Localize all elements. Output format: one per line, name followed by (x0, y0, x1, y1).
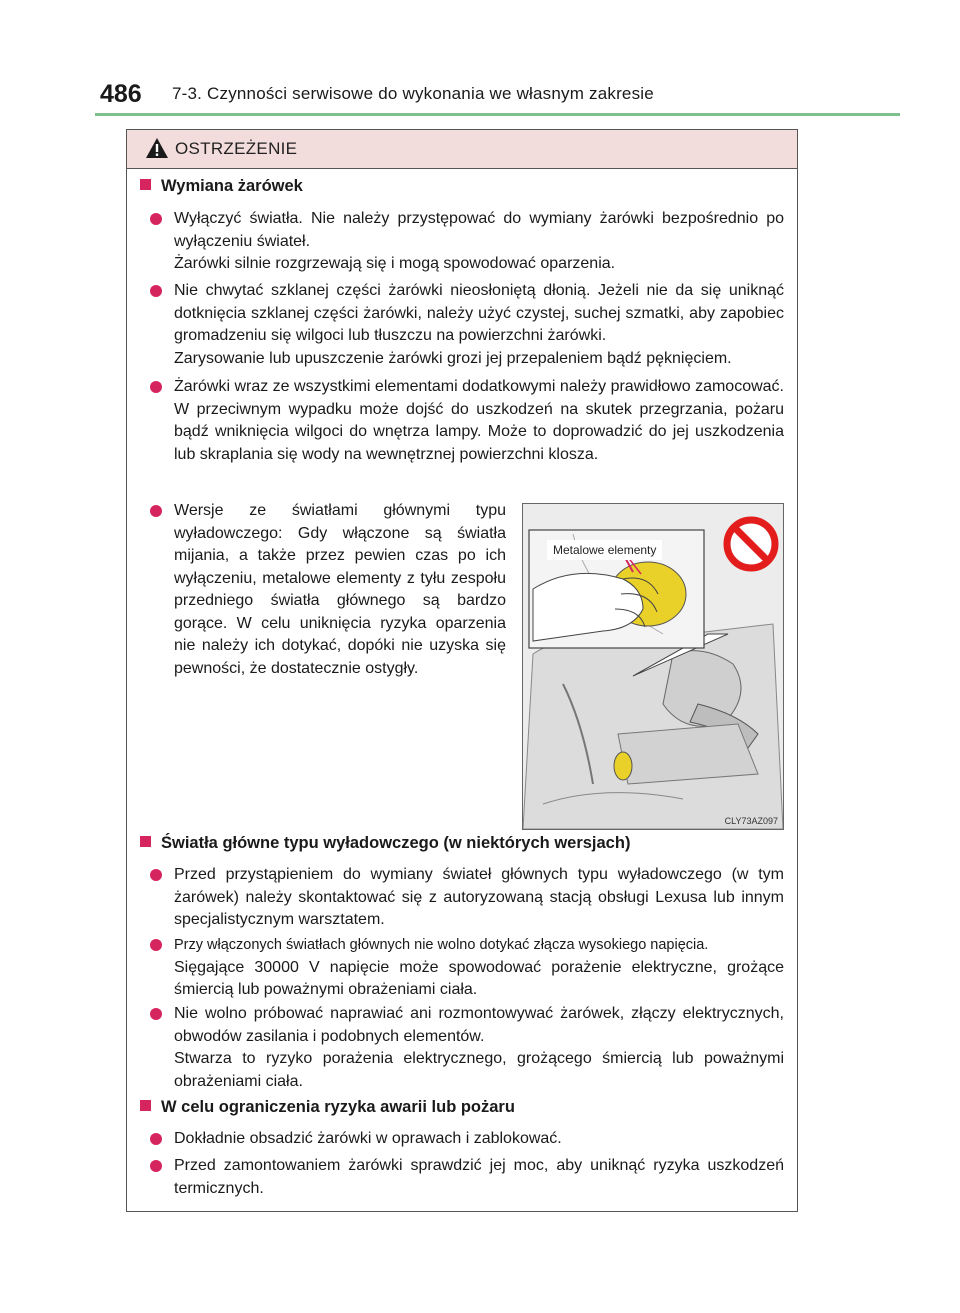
section-heading: Wymiana żarówek (140, 177, 303, 196)
section-heading: W celu ograniczenia ryzyka awarii lub pożaru (140, 1098, 515, 1117)
list-item (150, 1003, 784, 1093)
bullet-dot-icon (150, 381, 162, 393)
warning-header (127, 130, 797, 169)
bullet-dot-icon (150, 1160, 162, 1172)
bullet-dot-icon (150, 869, 162, 881)
bullet-text: Nie chwytać szklanej części żarówki nieosłoniętą dłonią. Jeżeli nie da się uniknąć dotknięcia szklanej części żarówki, należy użyć czystej, suchej szmatki, aby zapobiec gromadzeniu się wilgoci lub tłuszczu na powierzchni żarówki. (174, 282, 784, 344)
figure-callout: Metalowe elementy (547, 540, 662, 560)
page-header (0, 0, 960, 120)
warning-triangle-icon (145, 137, 169, 159)
list-item (150, 208, 784, 276)
bullet-text: Nie wolno próbować naprawiać ani rozmontowywać żarówek, złączy elektrycznych, obwodów zasilania i podobnych elementów. (174, 1005, 784, 1045)
list-item (150, 280, 784, 370)
figure-code: CLY73AZ097 (724, 816, 778, 826)
bullet-text: Sięgające 30000 V napięcie może spowodować porażenie elektryczne, grożące śmiercią lub poważnymi obrażeniami ciała. (174, 958, 784, 998)
illustration-hot-metal-parts (522, 503, 784, 830)
warning-title: OSTRZEŻENIE (175, 139, 298, 158)
list-item (150, 500, 506, 680)
square-bullet-icon (140, 836, 151, 847)
section-heading: Światła główne typu wyładowczego (w niektórych wersjach) (140, 834, 630, 853)
list-item (150, 1155, 784, 1200)
list-item (150, 864, 784, 932)
bullet-dot-icon (150, 285, 162, 297)
square-bullet-icon (140, 1100, 151, 1111)
list-item (150, 376, 784, 466)
bullet-dot-icon (150, 213, 162, 225)
chapter-title: 7-3. Czynności serwisowe do wykonania we własnym zakresie (172, 84, 654, 103)
bullet-text: Wersje ze światłami głównymi typu wyładowczego: Gdy włączone są światła mijania, a także przez pewien czas po ich wyłączeniu, metalowe elementy z tyłu zespołu przedniego światła głównego są bardzo gorące. W celu uniknięcia ryzyka oparzenia nie należy ich dotykać, dopóki nie uzyska się pewności, że dostatecznie ostygły. (174, 502, 506, 677)
list-item (150, 934, 784, 1002)
square-bullet-icon (140, 179, 151, 190)
bullet-text: Zarysowanie lub upuszczenie żarówki grozi jej przepaleniem bądź pęknięciem. (174, 349, 732, 367)
bullet-dot-icon (150, 939, 162, 951)
bullet-text: Dokładnie obsadzić żarówki w oprawach i zablokować. (174, 1130, 562, 1147)
bullet-dot-icon (150, 1008, 162, 1020)
list-item (150, 1128, 784, 1151)
bullet-text: Przy włączonych światłach głównych nie wolno dotykać złącza wysokiego napięcia. (174, 937, 709, 953)
prohibition-icon (727, 520, 775, 568)
bullet-text: Żarówki wraz ze wszystkimi elementami dodatkowymi należy prawidłowo zamocować. W przeciwnym wypadku może dojść do uszkodzeń na skutek przegrzania, pożaru bądź wniknięcia wilgoci do wnętrza lampy. Może to doprowadzić do jej uszkodzenia lub skraplania się wody na wewnętrznej powierzchni klosza. (174, 378, 784, 463)
bullet-dot-icon (150, 505, 162, 517)
bullet-text: Stwarza to ryzyko porażenia elektrycznego, grożącego śmiercią lub poważnymi obrażeniami ciała. (174, 1050, 784, 1090)
header-divider (95, 113, 900, 116)
bullet-text: Przed zamontowaniem żarówki sprawdzić jej moc, aby uniknąć ryzyka uszkodzeń termicznych. (174, 1157, 784, 1197)
page-number: 486 (100, 80, 142, 108)
bullet-text: Przed przystąpieniem do wymiany świateł głównych typu wyładowczego (w tym żarówek) należy skontaktować się z autoryzowaną stacją obsługi Lexusa lub innym specjalistycznym warsztatem. (174, 866, 784, 928)
bullet-text: Żarówki silnie rozgrzewają się i mogą spowodować oparzenia. (174, 255, 616, 272)
bullet-dot-icon (150, 1133, 162, 1145)
bullet-text: Wyłączyć światła. Nie należy przystępować do wymiany żarówki bezpośrednio po wyłączeniu świateł. (174, 210, 784, 250)
